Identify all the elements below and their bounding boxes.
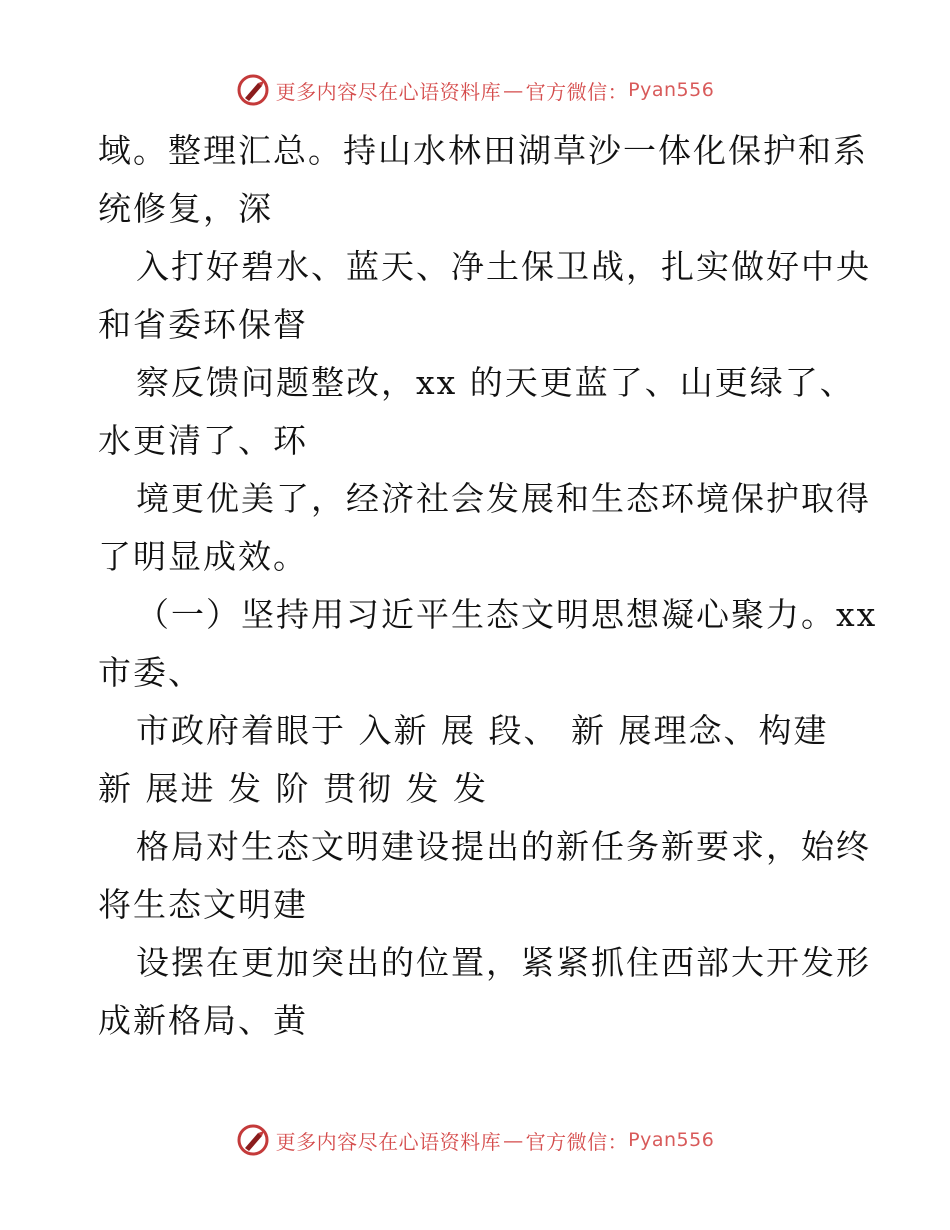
watermark-separator: — [503,78,524,102]
text-line: 入打好碧水、蓝天、净土保卫战，扎实做好中央 [136,247,871,286]
text-line: 市委、 [98,653,203,692]
text-line: 域。整理汇总。持山水林田湖草沙一体化保护和系 [98,131,868,170]
document-body [98,122,878,1050]
watermark-wechat-id: Pyan556 [628,1129,715,1151]
watermark-wechat-id: Pyan556 [628,79,715,101]
text-line: 成新格局、黄 [98,1001,308,1040]
watermark-header [0,70,950,110]
pen-circle-logo-icon [236,73,270,107]
pen-circle-logo-icon [236,1123,270,1157]
text-line: （一）坚持用习近平生态文明思想凝心聚力。xx [136,595,878,634]
text-line: 设摆在更加突出的位置，紧紧抓住西部大开发形 [136,943,871,982]
watermark-separator: — [503,1128,524,1152]
text-line: 市政府着眼于 入新 展 段、 新 展理念、构建 [136,711,829,750]
watermark-text: 更多内容尽在心语资料库 [275,1129,502,1154]
watermark-wechat-label: 官方微信： [525,1129,629,1154]
text-line: 境更优美了，经济社会发展和生态环境保护取得 [136,479,871,518]
watermark-text: 更多内容尽在心语资料库 [275,79,502,104]
watermark-wechat-label: 官方微信： [525,79,629,104]
text-line: 水更清了、环 [98,421,308,460]
text-line: 统修复，深 [98,189,273,228]
text-line: 了明显成效。 [98,537,308,576]
text-line: 将生态文明建 [98,885,308,924]
text-line: 格局对生态文明建设提出的新任务新要求，始终 [136,827,871,866]
watermark-footer [0,1120,950,1160]
text-line: 察反馈问题整改，xx 的天更蓝了、山更绿了、 [136,363,855,402]
text-line: 和省委环保督 [98,305,308,344]
text-line: 新 展进 发 阶 贯彻 发 发 [98,769,488,808]
